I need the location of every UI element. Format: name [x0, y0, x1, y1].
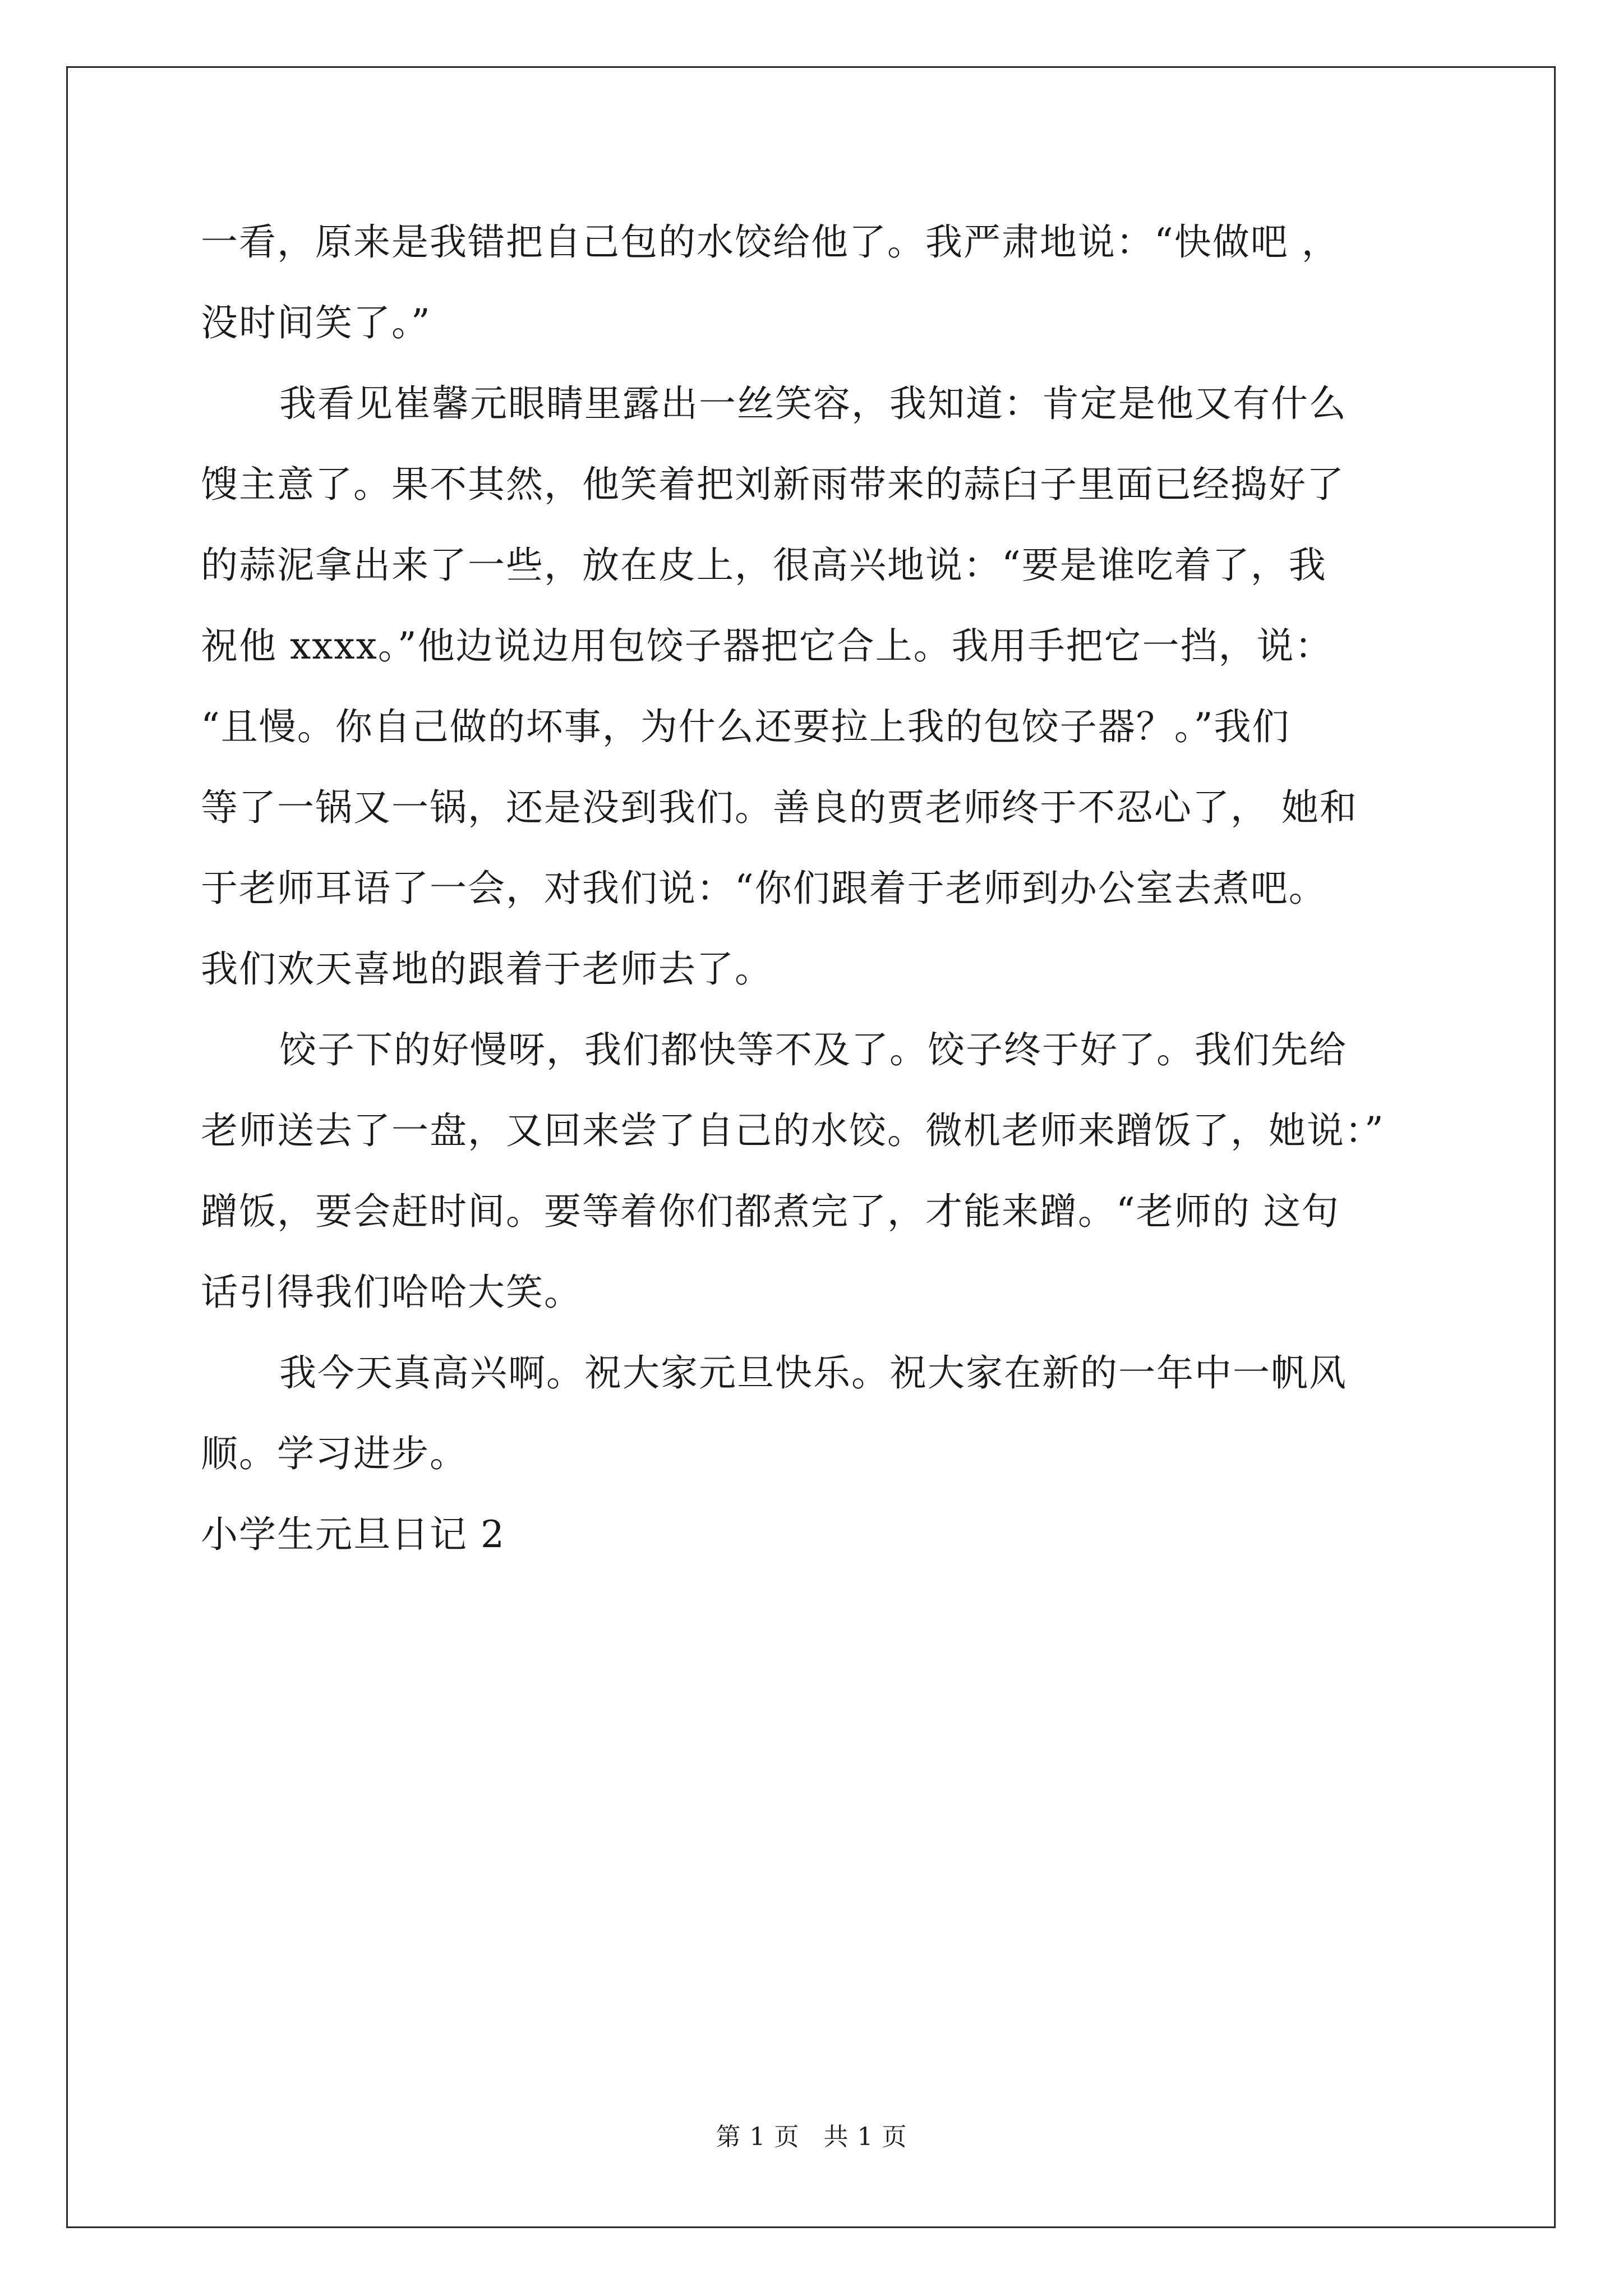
- text-line: 蹭饭，要会赶时间。要等着你们都煮完了，才能来蹭。“老师的 这句: [201, 1190, 1340, 1233]
- document-body: [201, 202, 1423, 1575]
- text-line: 话引得我们哈哈大笑。: [201, 1271, 582, 1314]
- text-line: 老师送去了一盘，又回来尝了自己的水饺。微机老师来蹭饭了，她说：”: [201, 1109, 1385, 1152]
- text-line: 等了一锅又一锅，还是没到我们。善良的贾老师终于不忍心了， 她和: [201, 786, 1358, 829]
- text-line: 没时间笑了。”: [201, 301, 431, 344]
- page-total: 共 1 页: [823, 2123, 907, 2151]
- paragraph-start-line: 饺子下的好慢呀，我们都快等不及了。饺子终于好了。我们先给: [279, 1028, 1347, 1071]
- page-number: 第 1 页: [716, 2123, 800, 2151]
- paragraph-start-line: 我今天真高兴啊。祝大家元旦快乐。祝大家在新的一年中一帆风: [279, 1351, 1347, 1395]
- text-line: 顺。学习进步。: [201, 1432, 468, 1475]
- text-line: 于老师耳语了一会，对我们说：“你们跟着于老师到办公室去煮吧。: [201, 867, 1327, 910]
- page-footer: [0, 2120, 1623, 2154]
- paragraph-start-line: 我看见崔馨元眼睛里露出一丝笑容，我知道：肯定是他又有什么: [279, 382, 1347, 425]
- text-line: “且慢。你自己做的坏事，为什么还要拉上我的包饺子器？。”我们: [201, 705, 1290, 748]
- text-line: 馊主意了。果不其然，他笑着把刘新雨带来的蒜臼子里面已经捣好了: [201, 463, 1345, 506]
- text-line: 的蒜泥拿出来了一些，放在皮上，很高兴地说：“要是谁吃着了，我: [201, 544, 1327, 587]
- text-line: 一看，原来是我错把自己包的水饺给他了。我严肃地说：“快做吧 ，: [201, 220, 1340, 264]
- text-line: 我们欢天喜地的跟着于老师去了。: [201, 947, 773, 991]
- section-heading: 小学生元旦日记 2: [201, 1513, 505, 1556]
- text-line: 祝他 xxxx。”他边说边用包饺子器把它合上。我用手把它一挡，说：: [201, 624, 1333, 668]
